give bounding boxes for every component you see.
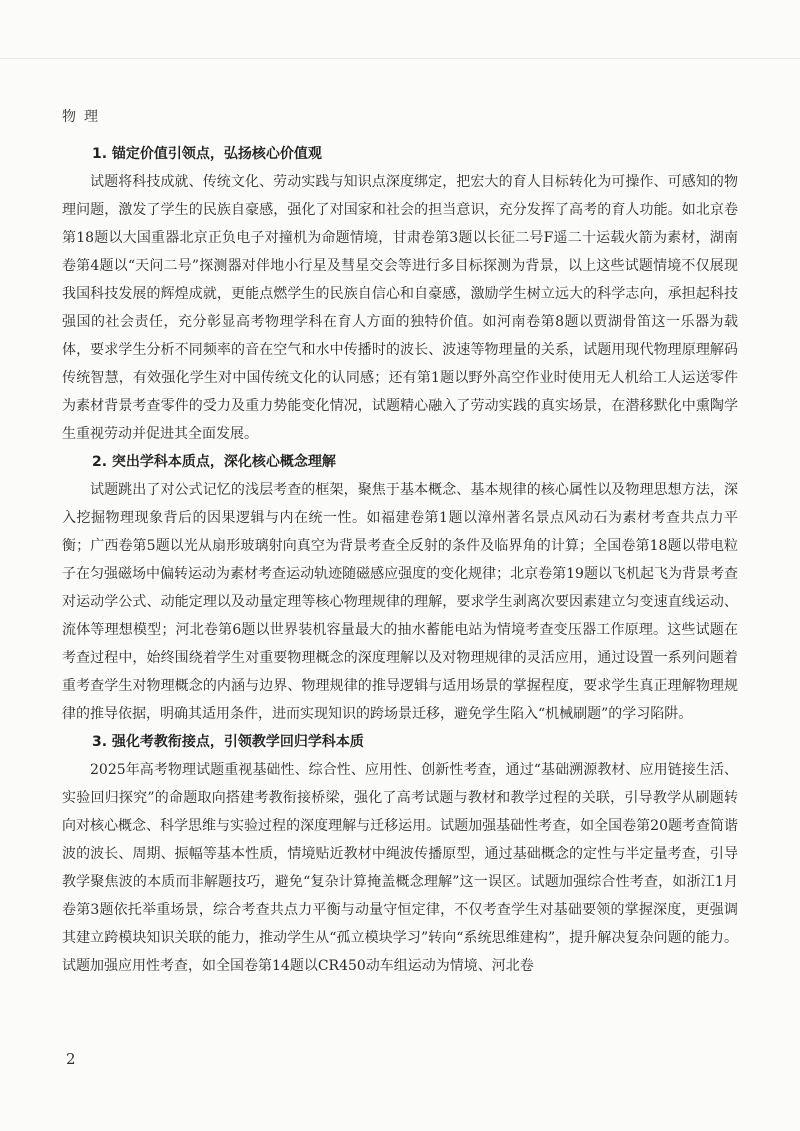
section-paragraph: 试题跳出了对公式记忆的浅层考查的框架，聚焦于基本概念、基本规律的核心属性以及物理思想方法，深入挖掘物理现象背后的因果逻辑与内在统一性。如福建卷第1题以漳州著名景点风动石为素材考查共点力平衡；广西卷第5题以光从扇形玻璃射向真空为背景考查全反射的条件及临界角的计算；全国卷第18题以带电粒子在匀强磁场中偏转运动为素材考查运动轨迹随磁感应强度的变化规律；北京卷第19题以飞机起飞为背景考查对运动学公式、动能定理以及动量定理等核心物理规律的理解，要求学生剥离次要因素建立匀变速直线运动、流体等理想模型；河北卷第6题以世界装机容量最大的抽水蓄能电站为情境考查变压器工作原理。这些试题在考查过程中，始终围绕着学生对重要物理概念的深度理解以及对物理规律的灵活应用，通过设置一系列问题着重考查学生对物理概念的内涵与边界、物理规律的推导逻辑与适用场景的掌握程度，要求学生真正理解物理规律的推导依据，明确其适用条件，进而实现知识的跨场景迁移，避免学生陷入“机械刷题”的学习陷阱。 <box>62 482 738 722</box>
body-text <box>62 140 738 980</box>
section-2 <box>62 448 738 728</box>
running-head: 物理 <box>62 109 106 125</box>
page-number: 2 <box>66 1050 76 1068</box>
header-rule <box>0 58 800 59</box>
section-heading: 3. 强化考教衔接点，引领教学回归学科本质 <box>92 734 364 750</box>
section-paragraph: 试题将科技成就、传统文化、劳动实践与知识点深度绑定，把宏大的育人目标转化为可操作、可感知的物理问题，激发了学生的民族自豪感，强化了对国家和社会的担当意识，充分发挥了高考的育人功能。如北京卷第18题以大国重器北京正负电子对撞机为命题情境，甘肃卷第3题以长征二号F遥二十运载火箭为素材，湖南卷第4题以“天问二号”探测器对伴地小行星及彗星交会等进行多目标探测为背景，以上这些试题情境不仅展现我国科技发展的辉煌成就，更能点燃学生的民族自信心和自豪感，激励学生树立远大的科学志向，承担起科技强国的社会责任，充分彰显高考物理学科在育人方面的独特价值。如河南卷第8题以贾湖骨笛这一乐器为载体，要求学生分析不同频率的音在空气和水中传播时的波长、波速等物理量的关系，试题用现代物理原理解码传统智慧，有效强化学生对中国传统文化的认同感；还有第1题以野外高空作业时使用无人机给工人运送零件为素材背景考查零件的受力及重力势能变化情况，试题精心融入了劳动实践的真实场景，在潜移默化中熏陶学生重视劳动并促进其全面发展。 <box>62 174 738 442</box>
section-heading: 2. 突出学科本质点，深化核心概念理解 <box>92 454 336 470</box>
section-3 <box>62 728 738 980</box>
section-1 <box>62 140 738 448</box>
section-heading: 1. 锚定价值引领点，弘扬核心价值观 <box>92 146 322 162</box>
section-paragraph: 2025年高考物理试题重视基础性、综合性、应用性、创新性考查，通过“基础溯源教材、应用链接生活、实验回归探究”的命题取向搭建考教衔接桥梁，强化了高考试题与教材和教学过程的关联，引导教学从刷题转向对核心概念、科学思维与实验过程的深度理解与迁移运用。试题加强基础性考查，如全国卷第20题考查简谐波的波长、周期、振幅等基本性质，情境贴近教材中绳波传播原型，通过基础概念的定性与半定量考查，引导教学聚焦波的本质而非解题技巧，避免“复杂计算掩盖概念理解”这一误区。试题加强综合性考查，如浙江1月卷第3题依托举重场景，综合考查共点力平衡与动量守恒定律，不仅考查学生对基础要领的掌握深度，更强调其建立跨模块知识关联的能力，推动学生从“孤立模块学习”转向“系统思维建构”，提升解决复杂问题的能力。试题加强应用性考查，如全国卷第14题以CR450动车组运动为情境、河北卷 <box>62 762 738 974</box>
